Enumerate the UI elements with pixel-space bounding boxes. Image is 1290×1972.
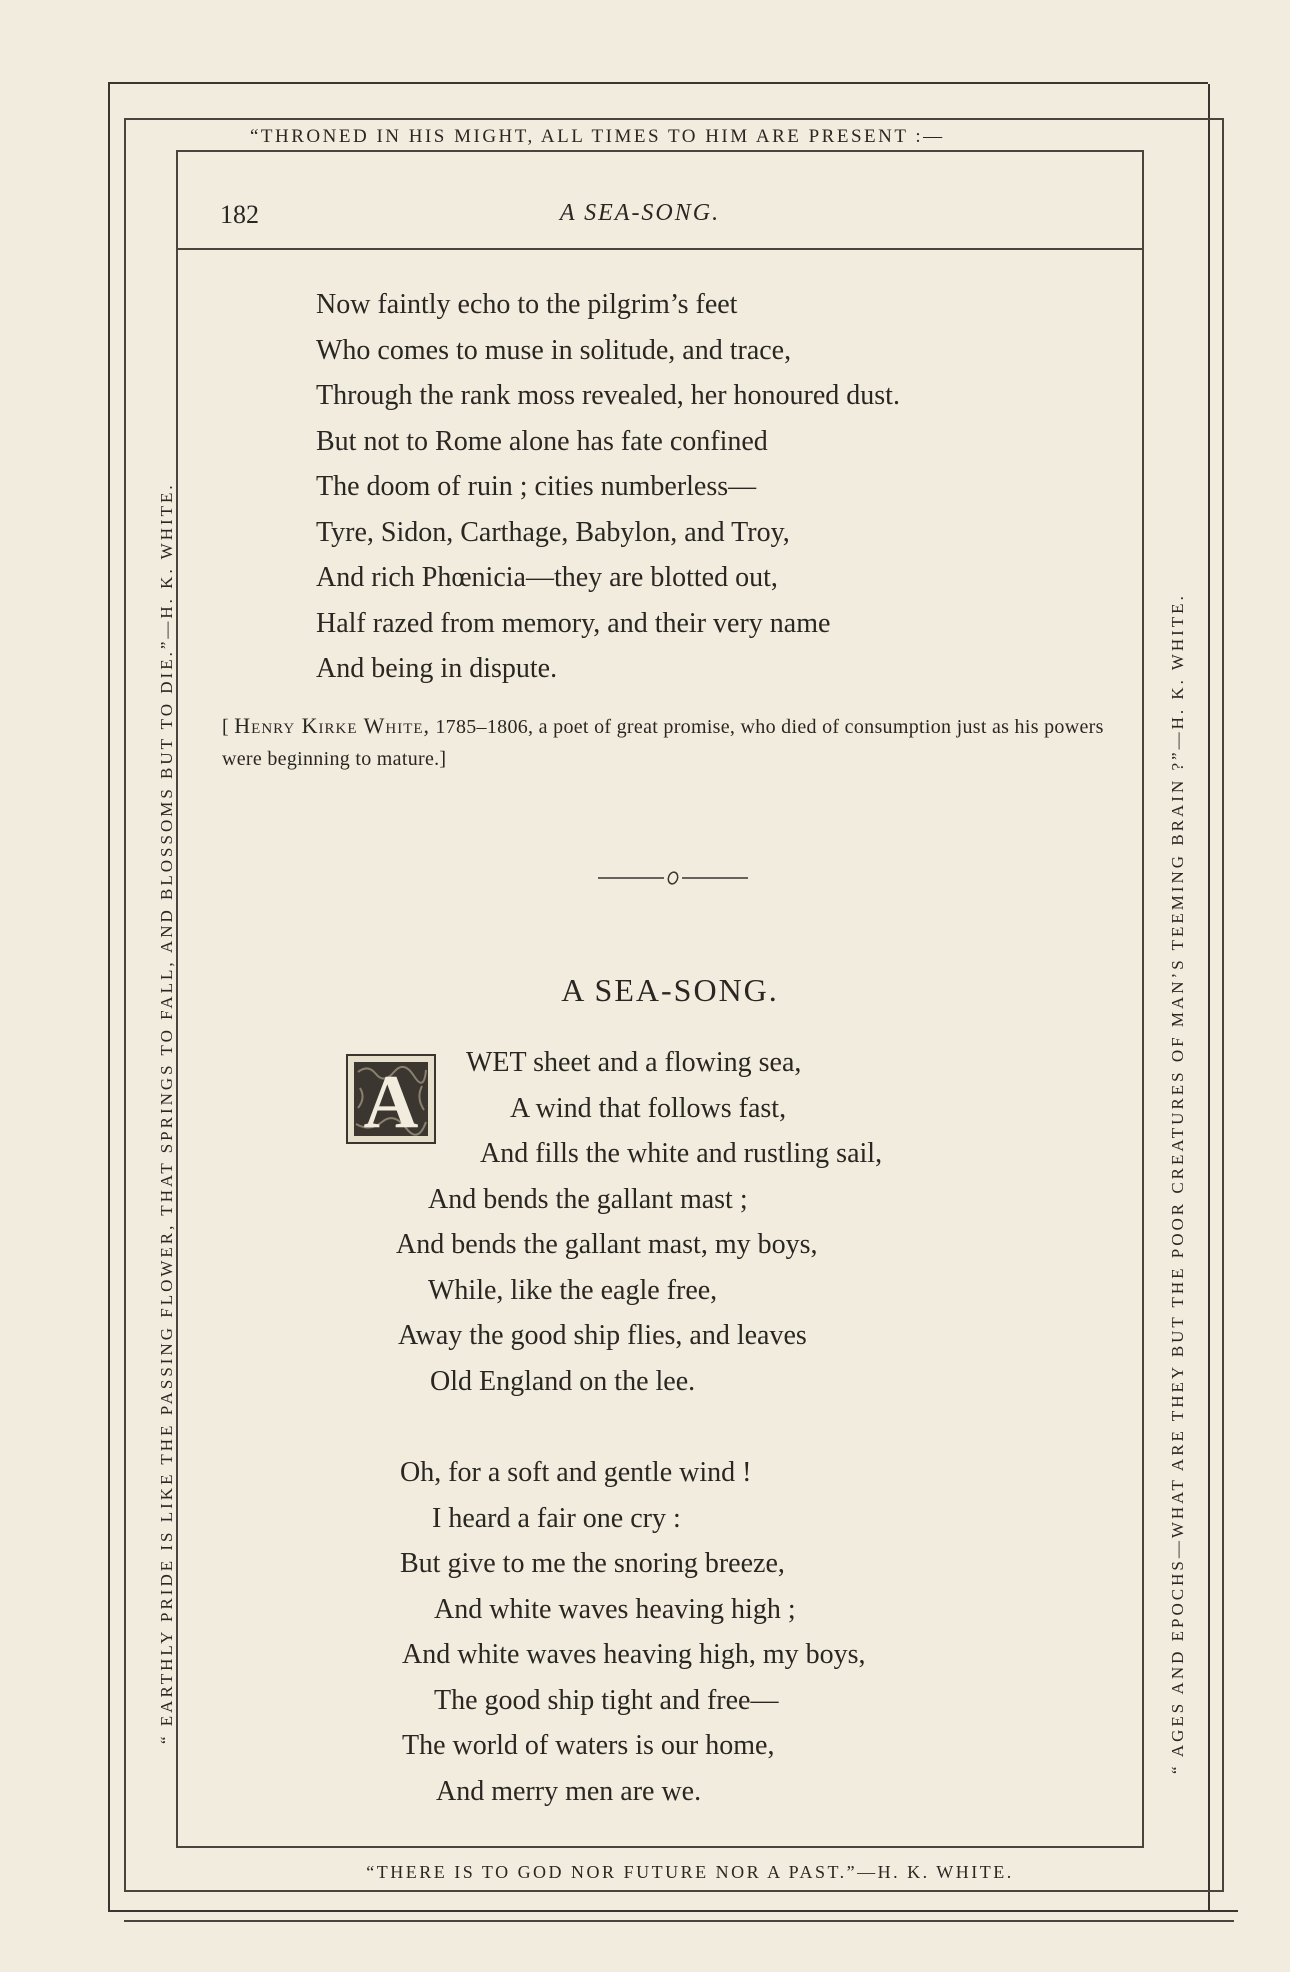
poem-line: Now faintly echo to the pilgrim’s feet <box>316 289 738 320</box>
poem-continued <box>316 282 900 692</box>
poem-line: The world of waters is our home, <box>402 1730 775 1761</box>
poem-line: Through the rank moss revealed, her honoured dust. <box>316 380 900 411</box>
poem-line: The doom of ruin ; cities numberless— <box>316 471 757 502</box>
poem-line: WET sheet and a flowing sea, <box>466 1047 802 1078</box>
sea-song-poem <box>396 1040 882 1814</box>
border-quote-left: “ EARTHLY PRIDE IS LIKE THE PASSING FLOWER, THAT SPRINGS TO FALL, AND BLOSSOMS BUT TO DIE.”—H. K. WHITE. <box>157 482 176 1744</box>
drop-cap-letter: A <box>363 1062 419 1136</box>
poem-line: And fills the white and rustling sail, <box>480 1138 883 1169</box>
poem-line: Away the good ship flies, and leaves <box>398 1320 807 1351</box>
stanza-break <box>396 1404 882 1450</box>
running-title: A SEA-SONG. <box>559 200 721 226</box>
poem-line: Half razed from memory, and their very name <box>316 607 831 639</box>
header-rule <box>176 248 1144 250</box>
middle-frame-bottom-rule <box>124 1920 1234 1922</box>
poem-line: And merry men are we. <box>436 1775 702 1807</box>
poem-line: And being in dispute. <box>316 653 558 684</box>
poem-line: Tyre, Sidon, Carthage, Babylon, and Troy, <box>316 516 790 548</box>
poem-line: While, like the eagle free, <box>428 1274 718 1306</box>
section-divider-ornament <box>598 868 748 888</box>
border-quote-top: “THRONED IN HIS MIGHT, ALL TIMES TO HIM ARE PRESENT :— <box>250 126 945 147</box>
note-text: 1785–1806, a poet of great promise, who died of consumption just as his powers were beginning to mature.] <box>222 716 1104 770</box>
page-number: 182 <box>220 200 259 229</box>
poem-line: Old England on the lee. <box>430 1365 696 1397</box>
note-open-bracket: [ <box>222 716 235 738</box>
border-quote-bottom: “THERE IS TO GOD NOR FUTURE NOR A PAST.”—H. K. WHITE. <box>366 1862 1014 1882</box>
poem-line: And rich Phœnicia—they are blotted out, <box>316 562 778 593</box>
poem-line: And white waves heaving high ; <box>434 1593 796 1625</box>
poem-line: But give to me the snoring breeze, <box>400 1548 785 1579</box>
poem-line: The good ship tight and free— <box>434 1684 779 1716</box>
note-author-name: Henry Kirke White, <box>234 713 431 738</box>
poem-line: Oh, for a soft and gentle wind ! <box>400 1457 752 1488</box>
section-title: A SEA-SONG. <box>561 972 779 1008</box>
poem-line: And bends the gallant mast, my boys, <box>396 1229 818 1260</box>
poem-line: And bends the gallant mast ; <box>428 1183 748 1215</box>
author-note <box>222 710 1122 775</box>
border-quote-right: “ AGES AND EPOCHS—WHAT ARE THEY BUT THE POOR CREATURES OF MAN’S TEEMING BRAIN ?”—H. K. WHITE. <box>1168 593 1187 1774</box>
outer-frame-bottom-rule <box>108 1910 1238 1912</box>
poem-line: A wind that follows fast, <box>510 1092 787 1124</box>
poem-line: Who comes to muse in solitude, and trace, <box>316 334 792 366</box>
poem-line: But not to Rome alone has fate confined <box>316 425 768 457</box>
poem-line: I heard a fair one cry : <box>432 1502 681 1534</box>
poem-line: And white waves heaving high, my boys, <box>402 1639 866 1670</box>
